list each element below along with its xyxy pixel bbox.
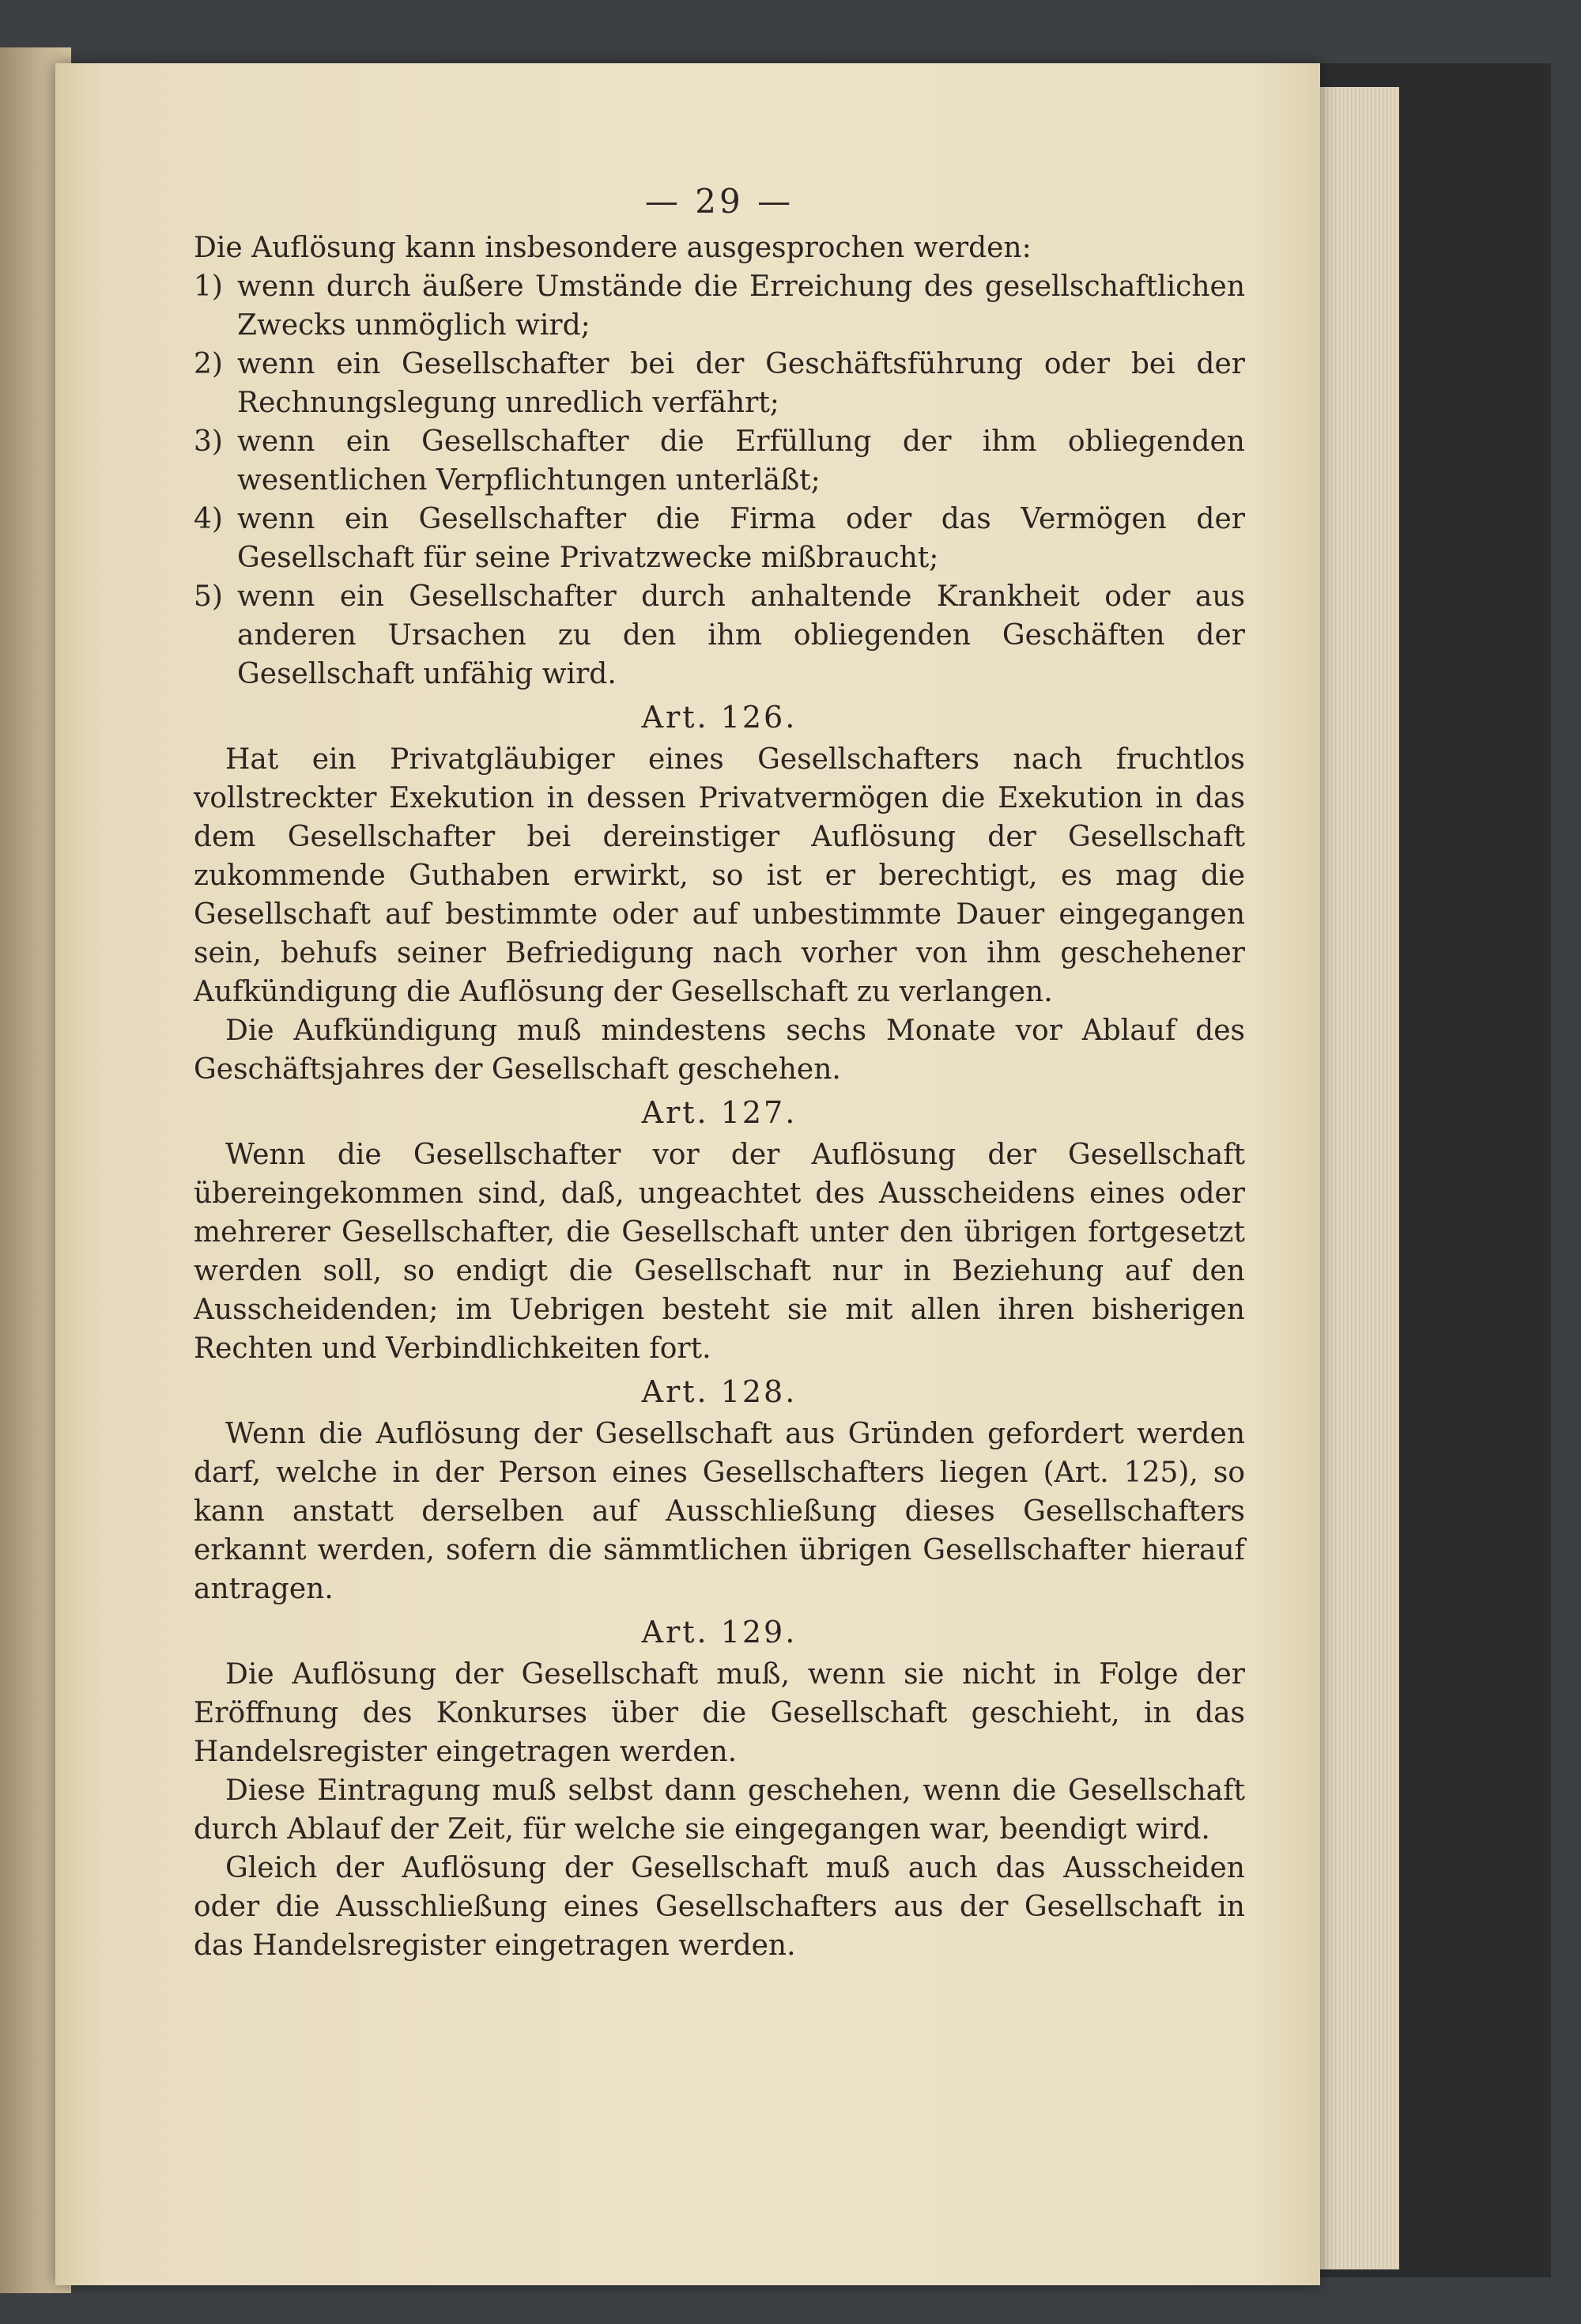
article-127-paragraph: Wenn die Gesellschafter vor der Auflösung der Gesellschaft übereingekommen sind, daß, ungeachtet des Ausscheidens eines oder mehrerer Gesellschafter, die Gesellschaft unter den übrigen fortgesetzt werden soll, so endigt die Gesellschaft nur in Beziehung auf den Ausscheidenden; im Uebrigen besteht sie mit allen ihren bisherigen Rechten und Verbindlichkeiten fort. (194, 1139, 1245, 1365)
list-item-number: 4) (194, 503, 223, 535)
page-edges (1312, 87, 1399, 2269)
list-item-number: 1) (194, 270, 223, 303)
article-127-heading: Art. 127. (641, 1095, 798, 1130)
list-item (194, 267, 1245, 345)
list-item (194, 577, 1245, 693)
list-item-text: wenn ein Gesellschafter die Firma oder das Vermögen der Gesellschaft für seine Privatzwecke mißbraucht; (237, 503, 1245, 574)
article-128-heading: Art. 128. (641, 1374, 798, 1409)
list-item-number: 3) (194, 425, 223, 458)
article-126-paragraph: Die Aufkündigung muß mindestens sechs Monate vor Ablauf des Geschäftsjahres der Gesellschaft geschehen. (194, 1015, 1245, 1086)
article-128-paragraph: Wenn die Auflösung der Gesellschaft aus Gründen gefordert werden darf, welche in der Person eines Gesellschafters liegen (Art. 125), so kann anstatt derselben auf Ausschließung dieses Gesellschafters erkannt werden, sofern die sämmtlichen übrigen Gesellschafter hierauf antragen. (194, 1418, 1245, 1605)
list-item-number: 2) (194, 348, 223, 380)
list-item (194, 345, 1245, 422)
list-item-number: 5) (194, 580, 223, 613)
article-129-paragraph: Die Auflösung der Gesellschaft muß, wenn sie nicht in Folge der Eröffnung des Konkurses über die Gesellschaft geschieht, in das Handelsregister eingetragen werden. (194, 1658, 1245, 1768)
list-item-text: wenn ein Gesellschafter durch anhaltende Krankheit oder aus anderen Ursachen zu den ihm obliegenden Geschäften der Gesellschaft unfähig wird. (237, 580, 1245, 690)
article-129-heading: Art. 129. (641, 1615, 798, 1649)
dissolution-reasons-list (194, 267, 1245, 693)
page-number: — 29 — (644, 182, 794, 221)
list-item-text: wenn durch äußere Umstände die Erreichung des gesellschaftlichen Zwecks unmöglich wird; (237, 270, 1245, 342)
article-126-heading: Art. 126. (641, 700, 798, 735)
list-item (194, 500, 1245, 577)
list-item (194, 422, 1245, 500)
intro-line: Die Auflösung kann insbesondere ausgesprochen werden: (194, 232, 1032, 264)
page-text (194, 182, 1245, 1965)
list-item-text: wenn ein Gesellschafter bei der Geschäftsführung oder bei der Rechnungslegung unredlich verfährt; (237, 348, 1245, 419)
book-page (55, 63, 1320, 2285)
list-item-text: wenn ein Gesellschafter die Erfüllung der ihm obliegenden wesentlichen Verpflichtungen unterläßt; (237, 425, 1245, 497)
article-129-paragraph: Gleich der Auflösung der Gesellschaft muß auch das Ausscheiden oder die Ausschließung eines Gesellschafters aus der Gesellschaft in das Handelsregister eingetragen werden. (194, 1852, 1245, 1962)
article-126-paragraph: Hat ein Privatgläubiger eines Gesellschafters nach fruchtlos vollstreckter Exekution in dessen Privatvermögen die Exekution in das dem Gesellschafter bei dereinstiger Auflösung der Gesellschaft zukommende Guthaben erwirkt, so ist er berechtigt, es mag die Gesellschaft auf bestimmte oder auf unbestimmte Dauer eingegangen sein, behufs seiner Befriedigung nach vorher von ihm geschehener Aufkündigung die Auflösung der Gesellschaft zu verlangen. (194, 743, 1245, 1008)
article-129-paragraph: Diese Eintragung muß selbst dann geschehen, wenn die Gesellschaft durch Ablauf der Zeit, für welche sie eingegangen war, beendigt wird. (194, 1774, 1245, 1846)
